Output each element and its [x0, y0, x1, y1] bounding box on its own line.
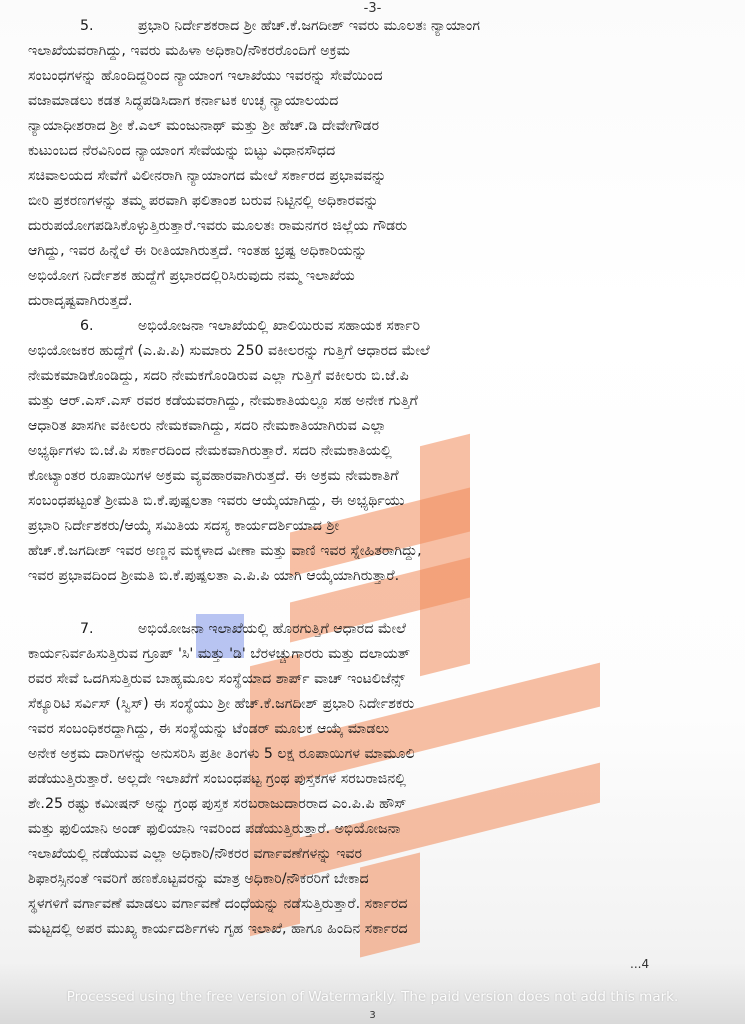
text-line: ಆಗಿದ್ದು, ಇವರ ಹಿನ್ನೆಲೆ ಈ ರೀತಿಯಾಗಿರುತ್ತದೆ. ಇಂತಹ ಭ್ರಷ್ಟ ಅಧಿಕಾರಿಯನ್ನು [28, 243, 367, 259]
text-line: ಇಲಾಖೆಯವರಾಗಿದ್ದು, ಇವರು ಮಹಿಳಾ ಅಧಿಕಾರಿ/ನೌಕರರೊಂದಿಗೆ ಅಕ್ರಮ [28, 43, 351, 59]
text-line: ನೇಮಕಮಾಡಿಕೊಂಡಿದ್ದು, ಸದರಿ ನೇಮಕಗೊಂಡಿರುವ ಎಲ್ಲಾ ಗುತ್ತಿಗೆ ವಕೀಲರು ಬಿ.ಜೆ.ಪಿ [28, 368, 409, 384]
text-line: ಸ್ಥಳಗಳಿಗೆ ವರ್ಗಾವಣೆ ಮಾಡಲು ವರ್ಗಾವಣೆ ದಂಧೆಯನ್ನು ನಡೆಸುತ್ತಿರುತ್ತಾರೆ. ಸರ್ಕಾರದ [28, 896, 408, 912]
text-line: ವಜಾಮಾಡಲು ಕಡತ ಸಿದ್ಧಪಡಿಸಿದಾಗ ಕರ್ನಾಟಕ ಉಚ್ಛ ನ್ಯಾಯಾಲಯದ [28, 93, 339, 109]
paragraph-6 [28, 314, 698, 589]
paragraph-5 [28, 14, 698, 314]
text-line: ಸಂಬಂಧಪಟ್ಟಂತೆ ಶ್ರೀಮತಿ ಬಿ.ಕೆ.ಪುಷ್ಪಲತಾ ಇವರು ಆಯ್ಕೆಯಾಗಿದ್ದು, ಈ ಅಭ್ಯರ್ಥಿಯು [28, 493, 405, 509]
text-line: ಮತ್ತು ಆರ್.ಎಸ್.ಎಸ್ ರವರ ಕಡೆಯವರಾಗಿದ್ದು, ನೇಮಕಾತಿಯಲ್ಲೂ ಸಹ ಅನೇಕ ಗುತ್ತಿಗೆ [28, 393, 418, 409]
text-line: ಕೋಟ್ಯಾಂತರ ರೂಪಾಯಿಗಳ ಅಕ್ರಮ ವ್ಯವಹಾರವಾಗಿರುತ್ತದೆ. ಈ ಅಕ್ರಮ ನೇಮಕಾತಿಗೆ [28, 468, 399, 484]
text-line: ಅಭಿಯೋಜನಾ ಇಲಾಖೆಯಲ್ಲಿ ಖಾಲಿಯಿರುವ ಸಹಾಯಕ ಸರ್ಕಾರಿ [138, 318, 421, 334]
document-body [28, 14, 698, 942]
text-line: ಸಚಿವಾಲಯದ ಸೇವೆಗೆ ವಿಲೀನರಾಗಿ ನ್ಯಾಯಾಂಗದ ಮೇಲೆ ಸರ್ಕಾರದ ಪ್ರಭಾವವನ್ನು [28, 168, 387, 184]
text-line: ಶಿಫಾರಸ್ಸಿನಂತೆ ಇವರಿಗೆ ಹಣಕೊಟ್ಟವರನ್ನು ಮಾತ್ರ ಅಧಿಕಾರಿ/ನೌಕರರಿಗೆ ಬೇಕಾದ [28, 871, 369, 887]
paragraph-number: 7. [80, 621, 94, 637]
page-number: -3- [363, 1, 382, 16]
text-line: ಇಲಾಖೆಯಲ್ಲಿ ನಡೆಯುವ ಎಲ್ಲಾ ಅಧಿಕಾರಿ/ನೌಕರರ ವರ್ಗಾವಣೆಗಳನ್ನು ಇವರ [28, 846, 363, 862]
paragraph-gap [28, 589, 698, 617]
text-line: ಸಂಬಂಧಗಳನ್ನು ಹೊಂದಿದ್ದರಿಂದ ನ್ಯಾಯಾಂಗ ಇಲಾಖೆಯು ಇವರನ್ನು ಸೇವೆಯಿಂದ [28, 68, 383, 84]
text-line: ಹೆಚ್.ಕೆ.ಜಗದೀಶ್ ಇವರ ಅಣ್ಣನ ಮಕ್ಕಳಾದ ವೀಣಾ ಮತ್ತು ವಾಣಿ ಇವರ ಸ್ನೇಹಿತರಾಗಿದ್ದು, [28, 543, 422, 559]
text-line: ಅಭಿಯೋಜನಾ ಇಲಾಖೆಯಲ್ಲಿ ಹೊರಗುತ್ತಿಗೆ ಆಧಾರದ ಮೇಲೆ [138, 621, 406, 637]
text-line: ಬೀರಿ ಪ್ರಕರಣಗಳನ್ನು ತಮ್ಮ ಪರವಾಗಿ ಫಲಿತಾಂಶ ಬರುವ ನಿಟ್ಟಿನಲ್ಲಿ ಅಧಿಕಾರವನ್ನು [28, 193, 379, 209]
continued-marker: ...4 [630, 957, 650, 971]
text-line: ಆಧಾರಿತ ಖಾಸಗೀ ವಕೀಲರು ನೇಮಕವಾಗಿದ್ದು, ಸದರಿ ನೇಮಕಾತಿಯಾಗಿರುವ ಎಲ್ಲಾ [28, 418, 387, 434]
text-line: ಪ್ರಭಾರಿ ನಿರ್ದೇಶಕರು/ಆಯ್ಕೆ ಸಮಿತಿಯ ಸದಸ್ಯ ಕಾರ್ಯದರ್ಶಿಯಾದ ಶ್ರೀ [28, 518, 340, 534]
text-line: ಇವರ ಸಂಬಂಧಿಕರದ್ದಾಗಿದ್ದು, ಈ ಸಂಸ್ಥೆಯನ್ನು ಟೆಂಡರ್ ಮೂಲಕ ಆಯ್ಕೆ ಮಾಡಲು [28, 721, 390, 737]
text-line: ದುರುಪಯೋಗಪಡಿಸಿಕೊಳ್ಳುತ್ತಿರುತ್ತಾರೆ.ಇವರು ಮೂಲತಃ ರಾಮನಗರ ಜಿಲ್ಲೆಯ ಗೌಡರು [28, 218, 408, 234]
text-line: ರವರ ಸೇವೆ ಒದಗಿಸುತ್ತಿರುವ ಬಾಹ್ಯಮೂಲ ಸಂಸ್ಥೆಯಾದ ಶಾರ್ಪ್ ವಾಚ್ ಇಂಟಲಿಜೆನ್ಸ್ [28, 671, 405, 687]
text-line: ಕುಟುಂಬದ ನೆರವಿನಿಂದ ನ್ಯಾಯಾಂಗ ಸೇವೆಯನ್ನು ಬಿಟ್ಟು ವಿಧಾನಸೌಧದ [28, 143, 336, 159]
text-line: ದುರಾದೃಷ್ಟವಾಗಿರುತ್ತದೆ. [28, 293, 133, 309]
text-line: ನ್ಯಾಯಾಧೀಶರಾದ ಶ್ರೀ ಕೆ.ಎಲ್ ಮಂಜುನಾಥ್ ಮತ್ತು ಶ್ರೀ ಹೆಚ್.ಡಿ ದೇವೇಗೌಡರ [28, 118, 380, 134]
text-line: ಪಡೆಯುತ್ತಿರುತ್ತಾರೆ. ಅಲ್ಲದೇ ಇಲಾಖೆಗೆ ಸಂಬಂಧಪಟ್ಟ ಗ್ರಂಥ ಪುಸ್ತಕಗಳ ಸರಬರಾಜಿನಲ್ಲಿ [28, 771, 407, 787]
paragraph-number: 6. [80, 318, 94, 334]
paragraph-number: 5. [80, 18, 94, 34]
text-line: ಶೇ.25 ರಷ್ಟು ಕಮೀಷನ್ ಅನ್ನು ಗ್ರಂಥ ಪುಸ್ತಕ ಸರಬರಾಜುದಾರರಾದ ಎಂ.ಪಿ.ಪಿ ಹೌಸ್ [28, 796, 407, 812]
text-line: ಅಭಿಯೋಜಕರ ಹುದ್ದೆಗೆ (ಎ.ಪಿ.ಪಿ) ಸುಮಾರು 250 ವಕೀಲರನ್ನು ಗುತ್ತಿಗೆ ಆಧಾರದ ಮೇಲೆ [28, 343, 430, 359]
text-line: ಮತ್ತು ಫುಲಿಯಾನಿ ಅಂಡ್ ಫುಲಿಯಾನಿ ಇವರಿಂದ ಪಡೆಯುತ್ತಿರುತ್ತಾರೆ. ಅಭಿಯೋಜನಾ [28, 821, 401, 837]
text-line: ಕಾರ್ಯನಿರ್ವಹಿಸುತ್ತಿರುವ ಗ್ರೂಪ್ 'ಸಿ' ಮತ್ತು 'ಡಿ' ಬೆರಳಚ್ಚುಗಾರರು ಮತ್ತು ದಲಾಯತ್ [28, 646, 411, 662]
paragraph-7 [28, 617, 698, 942]
text-line: ಇವರ ಪ್ರಭಾವದಿಂದ ಶ್ರೀಮತಿ ಬಿ.ಕೆ.ಪುಷ್ಪಲತಾ ಎ.ಪಿ.ಪಿ ಯಾಗಿ ಆಯ್ಕೆಯಾಗಿರುತ್ತಾರೆ. [28, 568, 400, 584]
text-line: ಅಭ್ಯರ್ಥಿಗಳು ಬಿ.ಜೆ.ಪಿ ಸರ್ಕಾರದಿಂದ ನೇಮಕವಾಗಿರುತ್ತಾರೆ. ಸದರಿ ನೇಮಕಾತಿಯಲ್ಲಿ [28, 443, 392, 459]
text-line: ಪ್ರಭಾರಿ ನಿರ್ದೇಶಕರಾದ ಶ್ರೀ ಹೆಚ್.ಕೆ.ಜಗದೀಶ್ ಇವರು ಮೂಲತಃ ನ್ಯಾಯಾಂಗ [138, 18, 480, 34]
text-line: ಮಟ್ಟದಲ್ಲಿ ಅಪರ ಮುಖ್ಯ ಕಾರ್ಯದರ್ಶಿಗಳು ಗೃಹ ಇಲಾಖೆ, ಹಾಗೂ ಹಿಂದಿನ ಸರ್ಕಾರದ [28, 921, 408, 937]
footer-page-mark: 3 [369, 1010, 376, 1021]
watermark-notice: Processed using the free version of Watermarkly. The paid version does not add this mark. [66, 989, 679, 1005]
text-line: ಅಭಿಯೋಗ ನಿರ್ದೇಶಕ ಹುದ್ದೆಗೆ ಪ್ರಭಾರದಲ್ಲಿರಿಸಿರುವುದು ನಮ್ಮ ಇಲಾಖೆಯ [28, 268, 355, 284]
text-line: ಸೆಕ್ಯೂರಿಟಿ ಸರ್ವಿಸ್ (ಸ್ವಿಸ್) ಈ ಸಂಸ್ಥೆಯು ಶ್ರೀ ಹೆಚ್.ಕೆ.ಜಗದೀಶ್ ಪ್ರಭಾರಿ ನಿರ್ದೇಶಕರು [28, 696, 415, 712]
text-line: ಅನೇಕ ಅಕ್ರಮ ದಾರಿಗಳನ್ನು ಅನುಸರಿಸಿ ಪ್ರತೀ ತಿಂಗಳು 5 ಲಕ್ಷ ರೂಪಾಯಿಗಳ ಮಾಮೂಲಿ [28, 746, 415, 762]
